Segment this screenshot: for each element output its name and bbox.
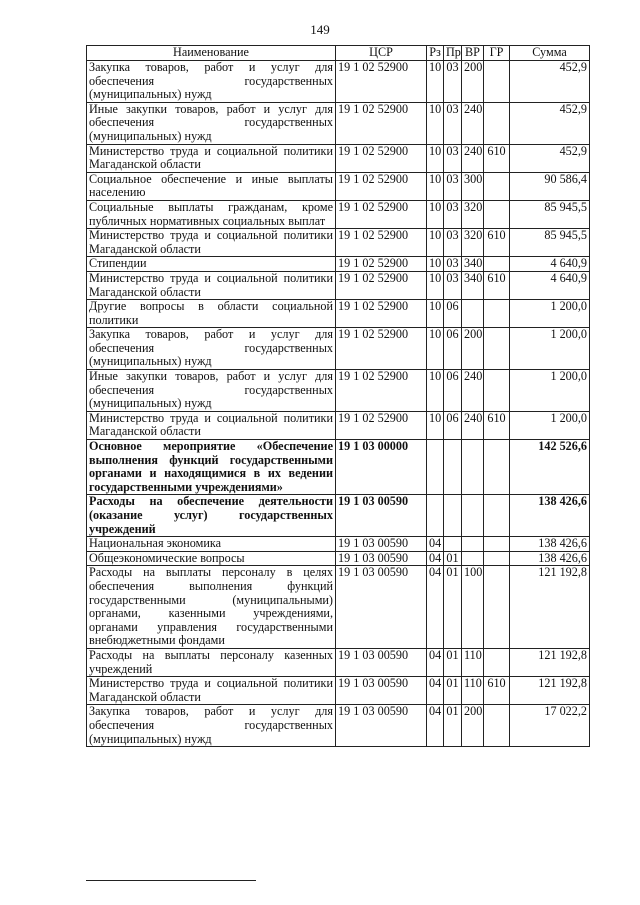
cell-sum: 138 426,6: [510, 495, 590, 537]
cell-pr: 06: [444, 328, 462, 370]
cell-sum: 1 200,0: [510, 411, 590, 439]
table-row: [87, 440, 590, 495]
cell-rz: 10: [427, 144, 444, 172]
budget-table: [86, 45, 590, 747]
cell-gr: [484, 566, 510, 649]
cell-gr: [484, 61, 510, 103]
cell-pr: [444, 495, 462, 537]
cell-name: Иные закупки товаров, работ и услуг для обеспечения государственных (муниципальных) нужд: [87, 370, 336, 412]
cell-name: Расходы на выплаты персоналу казенных учреждений: [87, 648, 336, 676]
cell-pr: 01: [444, 551, 462, 566]
cell-rz: 04: [427, 537, 444, 552]
cell-csr: 19 1 02 52900: [336, 328, 427, 370]
cell-pr: 03: [444, 271, 462, 299]
cell-vr: 320: [462, 229, 484, 257]
cell-name: Национальная экономика: [87, 537, 336, 552]
cell-name: Закупка товаров, работ и услуг для обеспечения государственных (муниципальных) нужд: [87, 328, 336, 370]
cell-rz: 04: [427, 648, 444, 676]
cell-gr: 610: [484, 229, 510, 257]
cell-gr: [484, 551, 510, 566]
cell-gr: [484, 370, 510, 412]
table-row: [87, 200, 590, 228]
cell-sum: 142 526,6: [510, 440, 590, 495]
cell-name: Закупка товаров, работ и услуг для обеспечения государственных (муниципальных) нужд: [87, 61, 336, 103]
cell-csr: 19 1 02 52900: [336, 271, 427, 299]
cell-sum: 4 640,9: [510, 257, 590, 272]
cell-vr: [462, 551, 484, 566]
cell-csr: 19 1 03 00590: [336, 648, 427, 676]
cell-gr: 610: [484, 411, 510, 439]
cell-vr: 240: [462, 144, 484, 172]
cell-gr: [484, 648, 510, 676]
header-name: Наименование: [87, 46, 336, 61]
cell-csr: 19 1 02 52900: [336, 172, 427, 200]
cell-csr: 19 1 02 52900: [336, 257, 427, 272]
cell-csr: 19 1 03 00000: [336, 440, 427, 495]
cell-rz: 10: [427, 300, 444, 328]
cell-rz: 10: [427, 200, 444, 228]
cell-gr: [484, 495, 510, 537]
cell-name: Стипендии: [87, 257, 336, 272]
cell-gr: [484, 537, 510, 552]
cell-sum: 85 945,5: [510, 200, 590, 228]
cell-name: Министерство труда и социальной политики Магаданской области: [87, 677, 336, 705]
cell-name: Социальные выплаты гражданам, кроме публичных нормативных социальных выплат: [87, 200, 336, 228]
cell-csr: 19 1 02 52900: [336, 144, 427, 172]
cell-sum: 121 192,8: [510, 648, 590, 676]
cell-csr: 19 1 02 52900: [336, 411, 427, 439]
cell-rz: 10: [427, 229, 444, 257]
table-row: [87, 537, 590, 552]
cell-pr: 06: [444, 300, 462, 328]
cell-rz: 10: [427, 102, 444, 144]
cell-csr: 19 1 02 52900: [336, 61, 427, 103]
cell-vr: 200: [462, 328, 484, 370]
cell-csr: 19 1 03 00590: [336, 551, 427, 566]
cell-gr: 610: [484, 677, 510, 705]
header-sum: Сумма: [510, 46, 590, 61]
cell-vr: [462, 495, 484, 537]
table-row: [87, 257, 590, 272]
table-row: [87, 172, 590, 200]
cell-name: Министерство труда и социальной политики Магаданской области: [87, 411, 336, 439]
cell-csr: 19 1 03 00590: [336, 566, 427, 649]
cell-csr: 19 1 02 52900: [336, 102, 427, 144]
cell-pr: 01: [444, 677, 462, 705]
table-row: [87, 61, 590, 103]
cell-csr: 19 1 02 52900: [336, 300, 427, 328]
cell-rz: 04: [427, 551, 444, 566]
cell-sum: 138 426,6: [510, 551, 590, 566]
cell-pr: 01: [444, 705, 462, 747]
header-pr: Пр: [444, 46, 462, 61]
cell-vr: [462, 537, 484, 552]
cell-pr: 01: [444, 648, 462, 676]
table-body: [87, 61, 590, 747]
cell-vr: 320: [462, 200, 484, 228]
cell-pr: 03: [444, 61, 462, 103]
cell-rz: 10: [427, 328, 444, 370]
cell-sum: 90 586,4: [510, 172, 590, 200]
cell-name: Основное мероприятие «Обеспечение выполнения функций государственными органами и находящимися в их ведении государственными учреждениями»: [87, 440, 336, 495]
cell-sum: 1 200,0: [510, 300, 590, 328]
cell-sum: 452,9: [510, 102, 590, 144]
cell-pr: 03: [444, 172, 462, 200]
cell-vr: 240: [462, 102, 484, 144]
cell-name: Расходы на обеспечение деятельности (оказание услуг) государственных учреждений: [87, 495, 336, 537]
table-row: [87, 411, 590, 439]
cell-csr: 19 1 03 00590: [336, 537, 427, 552]
cell-rz: 04: [427, 677, 444, 705]
cell-name: Министерство труда и социальной политики Магаданской области: [87, 229, 336, 257]
table-row: [87, 495, 590, 537]
cell-name: Расходы на выплаты персоналу в целях обеспечения выполнения функций государственными (муниципальными) органами, казенными учреждениями, органами управления государственными внебюджетными фондами: [87, 566, 336, 649]
table-row: [87, 229, 590, 257]
table-header-row: [87, 46, 590, 61]
cell-rz: 10: [427, 411, 444, 439]
cell-sum: 121 192,8: [510, 677, 590, 705]
cell-csr: 19 1 03 00590: [336, 495, 427, 537]
cell-sum: 452,9: [510, 144, 590, 172]
cell-sum: 85 945,5: [510, 229, 590, 257]
cell-sum: 1 200,0: [510, 370, 590, 412]
cell-gr: 610: [484, 271, 510, 299]
cell-name: Другие вопросы в области социальной политики: [87, 300, 336, 328]
cell-csr: 19 1 02 52900: [336, 229, 427, 257]
cell-sum: 1 200,0: [510, 328, 590, 370]
cell-pr: [444, 440, 462, 495]
cell-pr: 03: [444, 200, 462, 228]
cell-rz: 10: [427, 271, 444, 299]
cell-rz: 10: [427, 370, 444, 412]
cell-rz: 10: [427, 172, 444, 200]
cell-sum: 121 192,8: [510, 566, 590, 649]
cell-rz: 04: [427, 705, 444, 747]
cell-pr: 06: [444, 370, 462, 412]
cell-name: Социальное обеспечение и иные выплаты населению: [87, 172, 336, 200]
header-csr: ЦСР: [336, 46, 427, 61]
footnote-divider: [86, 880, 256, 881]
cell-vr: [462, 300, 484, 328]
cell-pr: 03: [444, 102, 462, 144]
table-row: [87, 328, 590, 370]
cell-sum: 452,9: [510, 61, 590, 103]
table-row: [87, 551, 590, 566]
cell-name: Общеэкономические вопросы: [87, 551, 336, 566]
cell-csr: 19 1 02 52900: [336, 200, 427, 228]
cell-gr: [484, 328, 510, 370]
cell-pr: 06: [444, 411, 462, 439]
cell-pr: 03: [444, 229, 462, 257]
cell-gr: [484, 172, 510, 200]
cell-csr: 19 1 03 00590: [336, 677, 427, 705]
cell-gr: [484, 300, 510, 328]
cell-name: Министерство труда и социальной политики Магаданской области: [87, 271, 336, 299]
cell-vr: 300: [462, 172, 484, 200]
table-row: [87, 370, 590, 412]
cell-name: Иные закупки товаров, работ и услуг для обеспечения государственных (муниципальных) нужд: [87, 102, 336, 144]
cell-gr: [484, 102, 510, 144]
cell-csr: 19 1 03 00590: [336, 705, 427, 747]
cell-pr: 03: [444, 257, 462, 272]
cell-rz: [427, 495, 444, 537]
cell-rz: 04: [427, 566, 444, 649]
cell-vr: 340: [462, 257, 484, 272]
cell-csr: 19 1 02 52900: [336, 370, 427, 412]
table-row: [87, 144, 590, 172]
cell-pr: 03: [444, 144, 462, 172]
table-row: [87, 102, 590, 144]
cell-vr: 100: [462, 566, 484, 649]
table-row: [87, 648, 590, 676]
table-row: [87, 566, 590, 649]
header-vr: ВР: [462, 46, 484, 61]
table-row: [87, 677, 590, 705]
cell-gr: [484, 257, 510, 272]
table-row: [87, 705, 590, 747]
cell-vr: 340: [462, 271, 484, 299]
cell-name: Министерство труда и социальной политики Магаданской области: [87, 144, 336, 172]
cell-vr: 110: [462, 648, 484, 676]
cell-vr: 200: [462, 61, 484, 103]
cell-sum: 4 640,9: [510, 271, 590, 299]
page-number: 149: [310, 22, 330, 37]
cell-vr: 200: [462, 705, 484, 747]
cell-gr: [484, 200, 510, 228]
cell-gr: 610: [484, 144, 510, 172]
cell-vr: [462, 440, 484, 495]
cell-vr: 240: [462, 370, 484, 412]
cell-sum: 17 022,2: [510, 705, 590, 747]
cell-rz: [427, 440, 444, 495]
cell-rz: 10: [427, 61, 444, 103]
cell-pr: 01: [444, 566, 462, 649]
cell-name: Закупка товаров, работ и услуг для обеспечения государственных (муниципальных) нужд: [87, 705, 336, 747]
header-rz: Рз: [427, 46, 444, 61]
cell-vr: 110: [462, 677, 484, 705]
cell-rz: 10: [427, 257, 444, 272]
cell-gr: [484, 440, 510, 495]
table-row: [87, 300, 590, 328]
cell-vr: 240: [462, 411, 484, 439]
cell-pr: [444, 537, 462, 552]
table-row: [87, 271, 590, 299]
header-gr: ГР: [484, 46, 510, 61]
cell-gr: [484, 705, 510, 747]
cell-sum: 138 426,6: [510, 537, 590, 552]
